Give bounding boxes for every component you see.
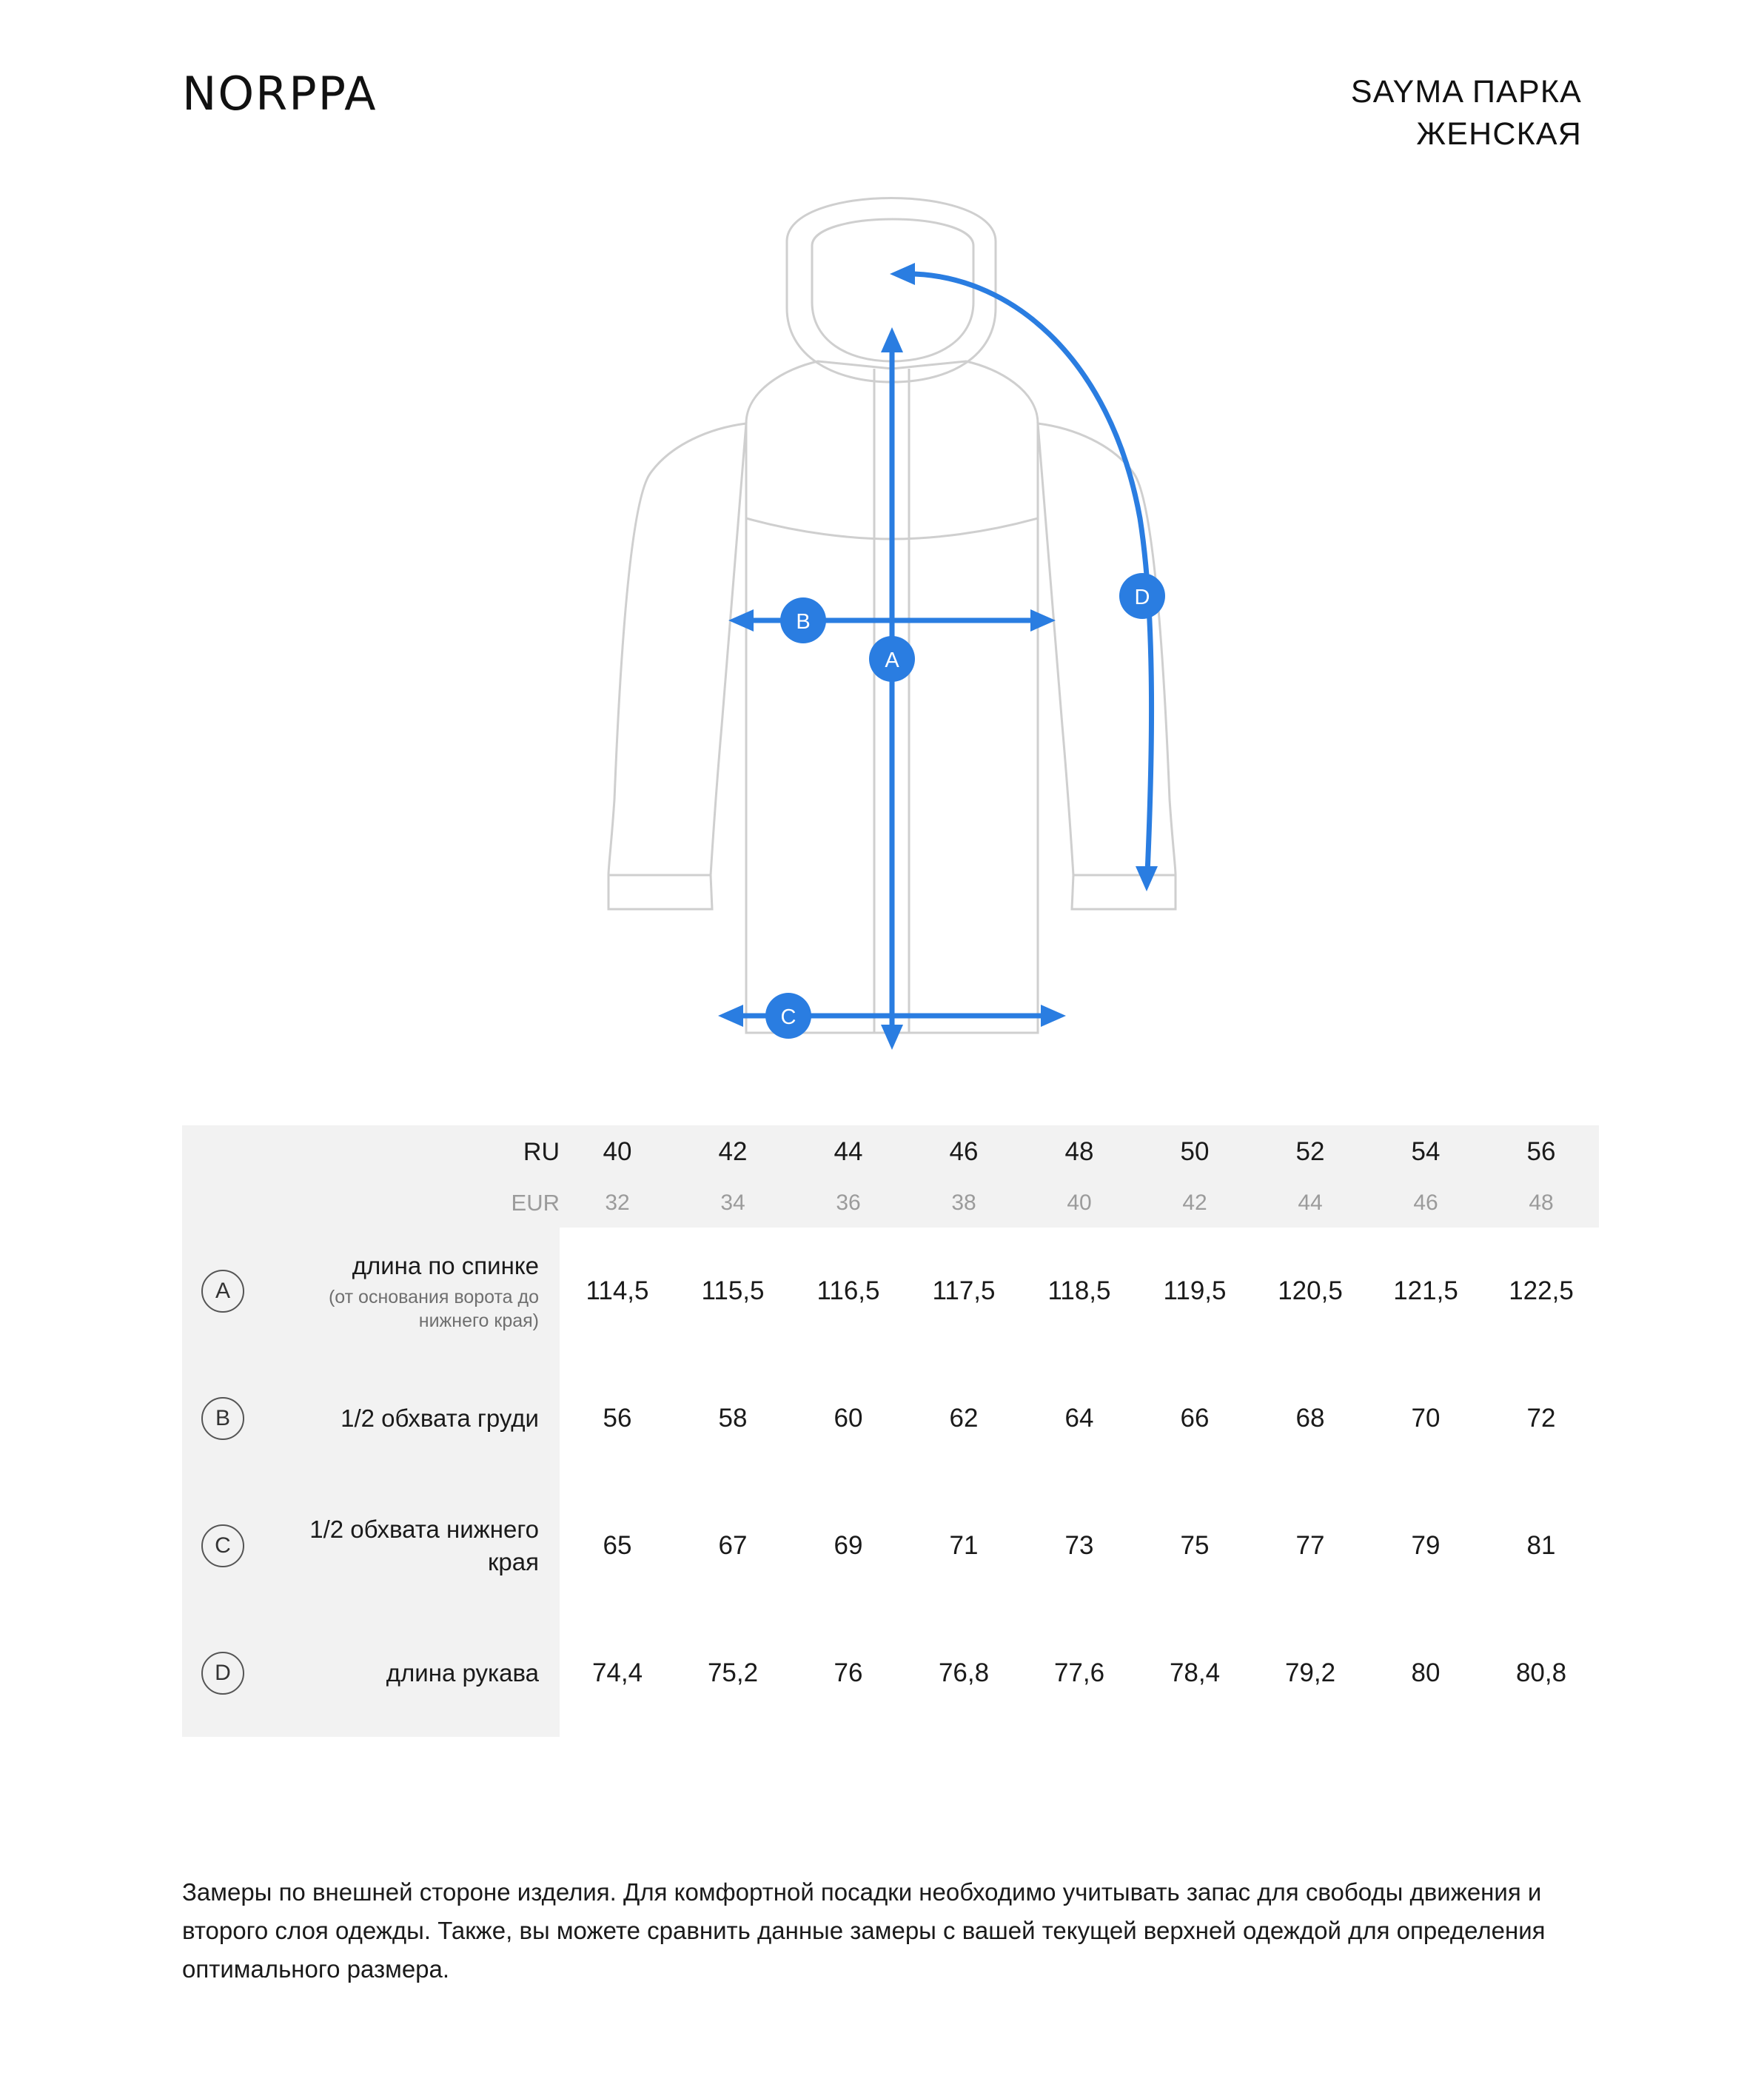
cell-a-4: 118,5 — [1022, 1228, 1137, 1355]
row-label-text: 1/2 обхвата груди — [341, 1404, 539, 1433]
size-ru-0: 40 — [560, 1125, 675, 1179]
arrow-c-head-left — [718, 1005, 743, 1027]
measurement-arrows — [718, 263, 1158, 1050]
cell-b-7: 70 — [1368, 1355, 1483, 1482]
cell-c-6: 77 — [1252, 1482, 1368, 1610]
size-eur-2: 36 — [791, 1179, 906, 1228]
size-eur-8: 48 — [1483, 1179, 1599, 1228]
marker-c-label: C — [780, 1005, 797, 1029]
cell-a-5: 119,5 — [1137, 1228, 1252, 1355]
cell-c-3: 71 — [906, 1482, 1022, 1610]
letter-badge: A — [201, 1270, 244, 1313]
table-row — [182, 1355, 1599, 1482]
marker-a-label: A — [885, 649, 899, 672]
size-ru-4: 48 — [1022, 1125, 1137, 1179]
row-label-d — [264, 1610, 560, 1737]
cell-d-3: 76,8 — [906, 1610, 1022, 1737]
row-marker-d — [182, 1610, 264, 1737]
size-eur-1: 34 — [675, 1179, 791, 1228]
cell-c-5: 75 — [1137, 1482, 1252, 1610]
cell-a-8: 122,5 — [1483, 1228, 1599, 1355]
cell-d-6: 79,2 — [1252, 1610, 1368, 1737]
row-label-text: 1/2 обхвата нижнего края — [309, 1516, 539, 1575]
row-marker-c — [182, 1482, 264, 1610]
cell-c-4: 73 — [1022, 1482, 1137, 1610]
row-label-b — [264, 1355, 560, 1482]
size-ru-6: 52 — [1252, 1125, 1368, 1179]
cell-c-1: 67 — [675, 1482, 791, 1610]
cell-d-8: 80,8 — [1483, 1610, 1599, 1737]
size-eur-3: 38 — [906, 1179, 1022, 1228]
cell-b-4: 64 — [1022, 1355, 1137, 1482]
measurement-note: Замеры по внешней стороне изделия. Для комфортной посадки необходимо учитывать запас для свободы движения и второго слоя одежды. Также, вы можете сравнить данные замеры с вашей текущей верхней одеждой для определения оптимального размера. — [182, 1878, 1546, 1983]
cell-b-1: 58 — [675, 1355, 791, 1482]
cell-d-4: 77,6 — [1022, 1610, 1137, 1737]
cell-c-0: 65 — [560, 1482, 675, 1610]
cell-c-8: 81 — [1483, 1482, 1599, 1610]
cell-c-2: 69 — [791, 1482, 906, 1610]
row-label-a — [264, 1228, 560, 1355]
row-label-text: длина рукава — [386, 1659, 539, 1687]
letter-badge: B — [201, 1397, 244, 1440]
cell-a-7: 121,5 — [1368, 1228, 1483, 1355]
size-eur-4: 40 — [1022, 1179, 1137, 1228]
header-row-eur — [182, 1179, 1599, 1228]
cell-b-2: 60 — [791, 1355, 906, 1482]
arrow-d-head-bottom — [1136, 866, 1158, 891]
cell-b-3: 62 — [906, 1355, 1022, 1482]
cell-b-5: 66 — [1137, 1355, 1252, 1482]
cell-d-1: 75,2 — [675, 1610, 791, 1737]
size-ru-5: 50 — [1137, 1125, 1252, 1179]
arrow-c-head-right — [1041, 1005, 1066, 1027]
size-ru-3: 46 — [906, 1125, 1022, 1179]
cell-a-0: 114,5 — [560, 1228, 675, 1355]
arrow-a-head-bottom — [881, 1025, 903, 1050]
cell-d-5: 78,4 — [1137, 1610, 1252, 1737]
letter-badge: D — [201, 1652, 244, 1695]
cell-d-7: 80 — [1368, 1610, 1483, 1737]
row-marker-a — [182, 1228, 264, 1355]
garment-diagram-svg — [0, 133, 1764, 1029]
cell-a-2: 116,5 — [791, 1228, 906, 1355]
cell-d-2: 76 — [791, 1610, 906, 1737]
cell-b-0: 56 — [560, 1355, 675, 1482]
garment-diagram — [0, 133, 1764, 1029]
arrow-a-head-top — [881, 327, 903, 352]
cell-b-6: 68 — [1252, 1355, 1368, 1482]
size-table-head — [182, 1125, 1599, 1228]
row-marker-b — [182, 1355, 264, 1482]
arrow-b-head-left — [728, 609, 754, 632]
cell-a-1: 115,5 — [675, 1228, 791, 1355]
size-ru-1: 42 — [675, 1125, 791, 1179]
size-ru-7: 54 — [1368, 1125, 1483, 1179]
arrow-b-head-right — [1030, 609, 1056, 632]
letter-badge: C — [201, 1524, 244, 1567]
table-row — [182, 1610, 1599, 1737]
table-row — [182, 1482, 1599, 1610]
size-ru-2: 44 — [791, 1125, 906, 1179]
arrow-d-head-top — [890, 263, 915, 285]
row-label-text: длина по спинке — [352, 1252, 539, 1280]
size-eur-7: 46 — [1368, 1179, 1483, 1228]
marker-badges — [765, 573, 1165, 1039]
page-title-line2: ЖЕНСКАЯ — [1416, 115, 1582, 152]
size-table — [182, 1125, 1599, 1737]
size-table-body — [182, 1228, 1599, 1737]
size-eur-0: 32 — [560, 1179, 675, 1228]
size-table-wrapper — [182, 1125, 1581, 1737]
size-eur-6: 44 — [1252, 1179, 1368, 1228]
header-row-ru — [182, 1125, 1599, 1179]
page-title-line1: SAYMA ПАРКА — [1350, 74, 1582, 110]
size-eur-5: 42 — [1137, 1179, 1252, 1228]
header-label-eur: EUR — [264, 1179, 560, 1228]
row-label-c — [264, 1482, 560, 1610]
cell-a-3: 117,5 — [906, 1228, 1022, 1355]
cell-a-6: 120,5 — [1252, 1228, 1368, 1355]
marker-d-label: D — [1134, 586, 1150, 609]
cell-b-8: 72 — [1483, 1355, 1599, 1482]
cell-c-7: 79 — [1368, 1482, 1483, 1610]
size-ru-8: 56 — [1483, 1125, 1599, 1179]
header-label-ru: RU — [264, 1125, 560, 1179]
row-label-sub: (от основания ворота до нижнего края) — [328, 1286, 539, 1331]
table-row — [182, 1228, 1599, 1355]
cell-d-0: 74,4 — [560, 1610, 675, 1737]
brand-logo: NORPPA — [182, 67, 378, 121]
marker-b-label: B — [796, 610, 811, 634]
